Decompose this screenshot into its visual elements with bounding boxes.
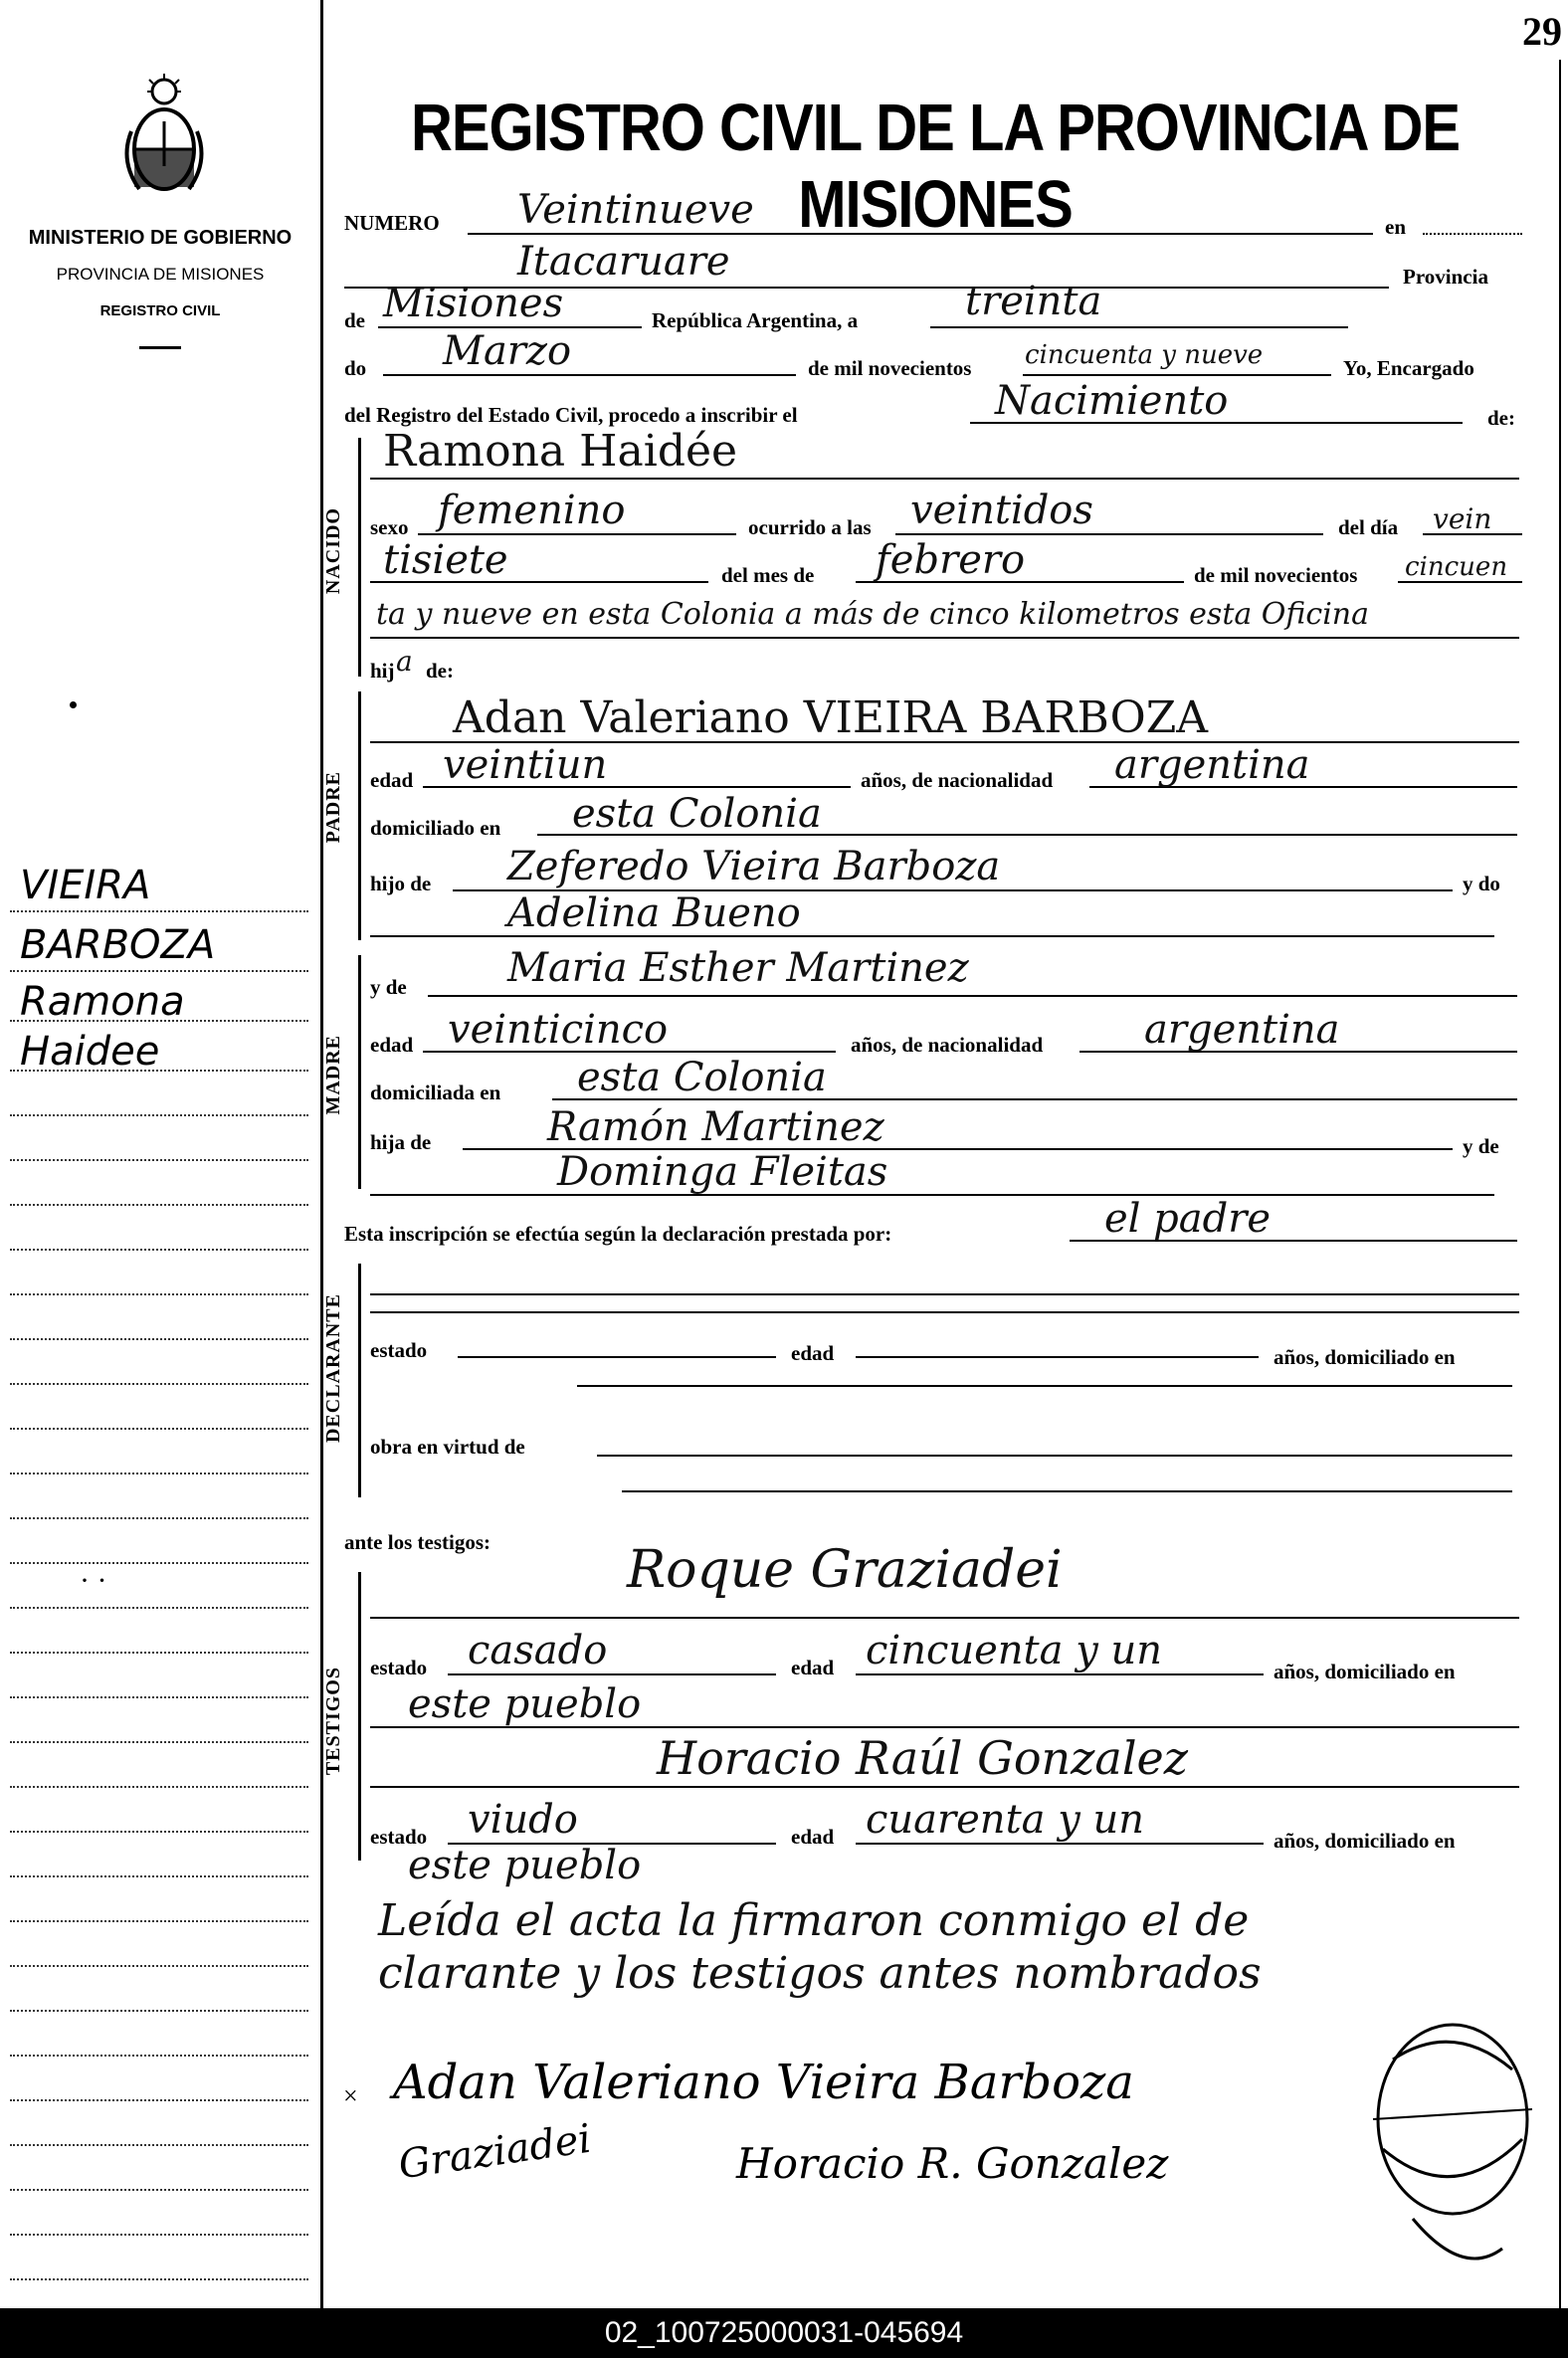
hw-dia-nac2: tisiete bbox=[383, 537, 508, 583]
label-madre-dom: domiciliada en bbox=[370, 1081, 501, 1104]
hw-dia: treinta bbox=[965, 279, 1102, 324]
page-title: REGISTRO CIVIL DE LA PROVINCIA DE MISIONES bbox=[410, 91, 1461, 242]
label-registro: del Registro del Estado Civil, procedo a inscribir el bbox=[344, 403, 798, 427]
hw-padre-nombre: Adan Valeriano VIEIRA BARBOZA bbox=[453, 692, 1209, 743]
hw-lugar: Itacaruare bbox=[517, 239, 730, 285]
hw-testigo2: Horacio Raúl Gonzalez bbox=[657, 1731, 1188, 1785]
label-numero: NUMERO bbox=[344, 211, 440, 235]
hw-cierre2: clarante y los testigos antes nombrados bbox=[378, 1948, 1262, 1999]
margin-divider bbox=[320, 0, 323, 2308]
hw-madre-nac: argentina bbox=[1144, 1007, 1340, 1053]
hw-testigo2-estado: viudo bbox=[468, 1797, 578, 1843]
margin-note-surname2: BARBOZA bbox=[20, 922, 216, 968]
label-testigo2-estado: estado bbox=[370, 1825, 428, 1849]
label-testigo2-edad: edad bbox=[791, 1825, 835, 1849]
page-number: 29 bbox=[1522, 9, 1562, 54]
hw-testigo2-edad: cuarenta y un bbox=[866, 1797, 1145, 1843]
hw-sexo: femenino bbox=[438, 488, 626, 533]
label-provincia: Provincia bbox=[1403, 265, 1488, 289]
hw-padre-dom: esta Colonia bbox=[572, 791, 822, 837]
label-sexo: sexo bbox=[370, 515, 409, 539]
official-seal-stamp bbox=[1353, 2000, 1552, 2298]
hw-testigo2-dom: este pueblo bbox=[408, 1843, 642, 1888]
hw-madre-edad: veinticinco bbox=[448, 1007, 669, 1053]
hw-hora: veintidos bbox=[910, 488, 1093, 533]
label-madre-edad: edad bbox=[370, 1033, 414, 1057]
label-de2: de: bbox=[426, 659, 454, 683]
label-de-colon: de: bbox=[1487, 406, 1515, 430]
label-ocurrido: ocurrido a las bbox=[748, 515, 872, 539]
section-nacido: NACIDO bbox=[330, 438, 361, 677]
section-madre: MADRE bbox=[330, 955, 361, 1189]
margin-marks: · · bbox=[80, 1564, 107, 1597]
margin-note-surname1: VIEIRA bbox=[20, 863, 151, 908]
hw-anio-nac1: cincuen bbox=[1405, 552, 1508, 582]
hw-anio: cincuenta y nueve bbox=[1025, 340, 1264, 370]
section-testigos: TESTIGOS bbox=[330, 1572, 361, 1861]
ministry-registry: REGISTRO CIVIL bbox=[99, 302, 221, 319]
section-padre: PADRE bbox=[330, 691, 361, 940]
label-padre-dom: domiciliado en bbox=[370, 816, 501, 840]
label-decl-estado: estado bbox=[370, 1338, 428, 1362]
label-padre-y-do: y do bbox=[1463, 872, 1500, 895]
label-testigo1-dom: años, domiciliado en bbox=[1274, 1660, 1456, 1683]
signature-padre: Adan Valeriano Vieira Barboza bbox=[393, 2055, 1134, 2110]
coat-of-arms-icon bbox=[119, 72, 209, 201]
signature-mark: × bbox=[343, 2081, 358, 2110]
hw-mes: Marzo bbox=[443, 328, 572, 374]
margin-note-name1: Ramona bbox=[20, 979, 185, 1025]
label-decl-edad: edad bbox=[791, 1341, 835, 1365]
label-testigo2-dom: años, domiciliado en bbox=[1274, 1829, 1456, 1853]
hw-numero: Veintinueve bbox=[517, 187, 754, 233]
label-testigo1-estado: estado bbox=[370, 1656, 428, 1679]
right-border bbox=[1559, 60, 1561, 2308]
label-padre-edad: edad bbox=[370, 768, 414, 792]
hw-padre-edad: veintiun bbox=[443, 742, 608, 788]
hw-madre-nombre: Maria Esther Martinez bbox=[507, 945, 969, 991]
label-en: en bbox=[1385, 215, 1406, 239]
margin-note-name2: Haidee bbox=[20, 1029, 160, 1075]
signature-testigo1: Graziadei bbox=[395, 2115, 594, 2189]
label-yo-encargado: Yo, Encargado bbox=[1343, 356, 1474, 380]
label-decl-dom: años, domiciliado en bbox=[1274, 1345, 1456, 1369]
label-y-de: y de bbox=[370, 975, 407, 999]
label-obra: obra en virtud de bbox=[370, 1435, 525, 1459]
hw-dia-nac1: vein bbox=[1433, 502, 1492, 535]
label-de: de bbox=[344, 308, 365, 332]
hw-madre-y-de: Dominga Fleitas bbox=[557, 1149, 888, 1195]
hw-declarante: el padre bbox=[1104, 1196, 1272, 1242]
label-hij: hij bbox=[370, 659, 395, 683]
label-mil-novecientos2: de mil novecientos bbox=[1194, 563, 1358, 587]
hw-hijo-genero: a bbox=[396, 645, 413, 678]
hw-testigo1-estado: casado bbox=[468, 1628, 608, 1673]
ministry-divider bbox=[139, 346, 181, 349]
margin-dot bbox=[70, 701, 77, 708]
hw-testigo1-edad: cincuenta y un bbox=[866, 1628, 1163, 1673]
signature-testigo2: Horacio R. Gonzalez bbox=[736, 2139, 1169, 2188]
ministry-province: PROVINCIA DE MISIONES bbox=[56, 265, 265, 284]
hw-nombre: Ramona Haidée bbox=[383, 426, 738, 477]
label-del-dia: del día bbox=[1338, 515, 1399, 539]
label-padre-nac: años, de nacionalidad bbox=[861, 768, 1054, 792]
hw-padre-y-de: Adelina Bueno bbox=[507, 890, 801, 936]
hw-anio-nac2: ta y nueve en esta Colonia a más de cinco kilometros esta Oficina bbox=[376, 597, 1369, 632]
hw-mes-nac: febrero bbox=[876, 537, 1026, 583]
label-padre-hijo-de: hijo de bbox=[370, 872, 432, 895]
footer-id: 02_100725000031-045694 bbox=[0, 2308, 1568, 2358]
hw-madre-dom: esta Colonia bbox=[577, 1055, 827, 1100]
label-mil-novecientos: de mil novecientos bbox=[808, 356, 972, 380]
hw-madre-hija-de: Ramón Martinez bbox=[547, 1104, 884, 1150]
hw-padre-hijo-de: Zeferedo Vieira Barboza bbox=[507, 844, 1001, 889]
label-ante-testigos: ante los testigos: bbox=[344, 1530, 490, 1554]
hw-testigo1: Roque Graziadei bbox=[627, 1540, 1063, 1600]
hw-cierre1: Leída el acta la firmaron conmigo el de bbox=[378, 1895, 1250, 1946]
hw-provincia: Misiones bbox=[383, 281, 564, 326]
hw-acto: Nacimiento bbox=[995, 378, 1229, 424]
section-declarante: DECLARANTE bbox=[330, 1264, 361, 1497]
label-del-mes: del mes de bbox=[721, 563, 815, 587]
label-madre-hija-de: hija de bbox=[370, 1130, 432, 1154]
label-madre-nac: años, de nacionalidad bbox=[851, 1033, 1044, 1057]
label-madre-y-de: y de bbox=[1463, 1134, 1499, 1158]
ministry-name: MINISTERIO DE GOBIERNO bbox=[28, 227, 293, 249]
label-republica: República Argentina, a bbox=[652, 308, 859, 332]
label-inscripcion: Esta inscripción se efectúa según la declaración prestada por: bbox=[344, 1222, 892, 1246]
hw-padre-nac: argentina bbox=[1114, 742, 1310, 788]
label-do: do bbox=[344, 356, 367, 380]
hw-testigo1-dom: este pueblo bbox=[408, 1681, 642, 1727]
label-testigo1-edad: edad bbox=[791, 1656, 835, 1679]
